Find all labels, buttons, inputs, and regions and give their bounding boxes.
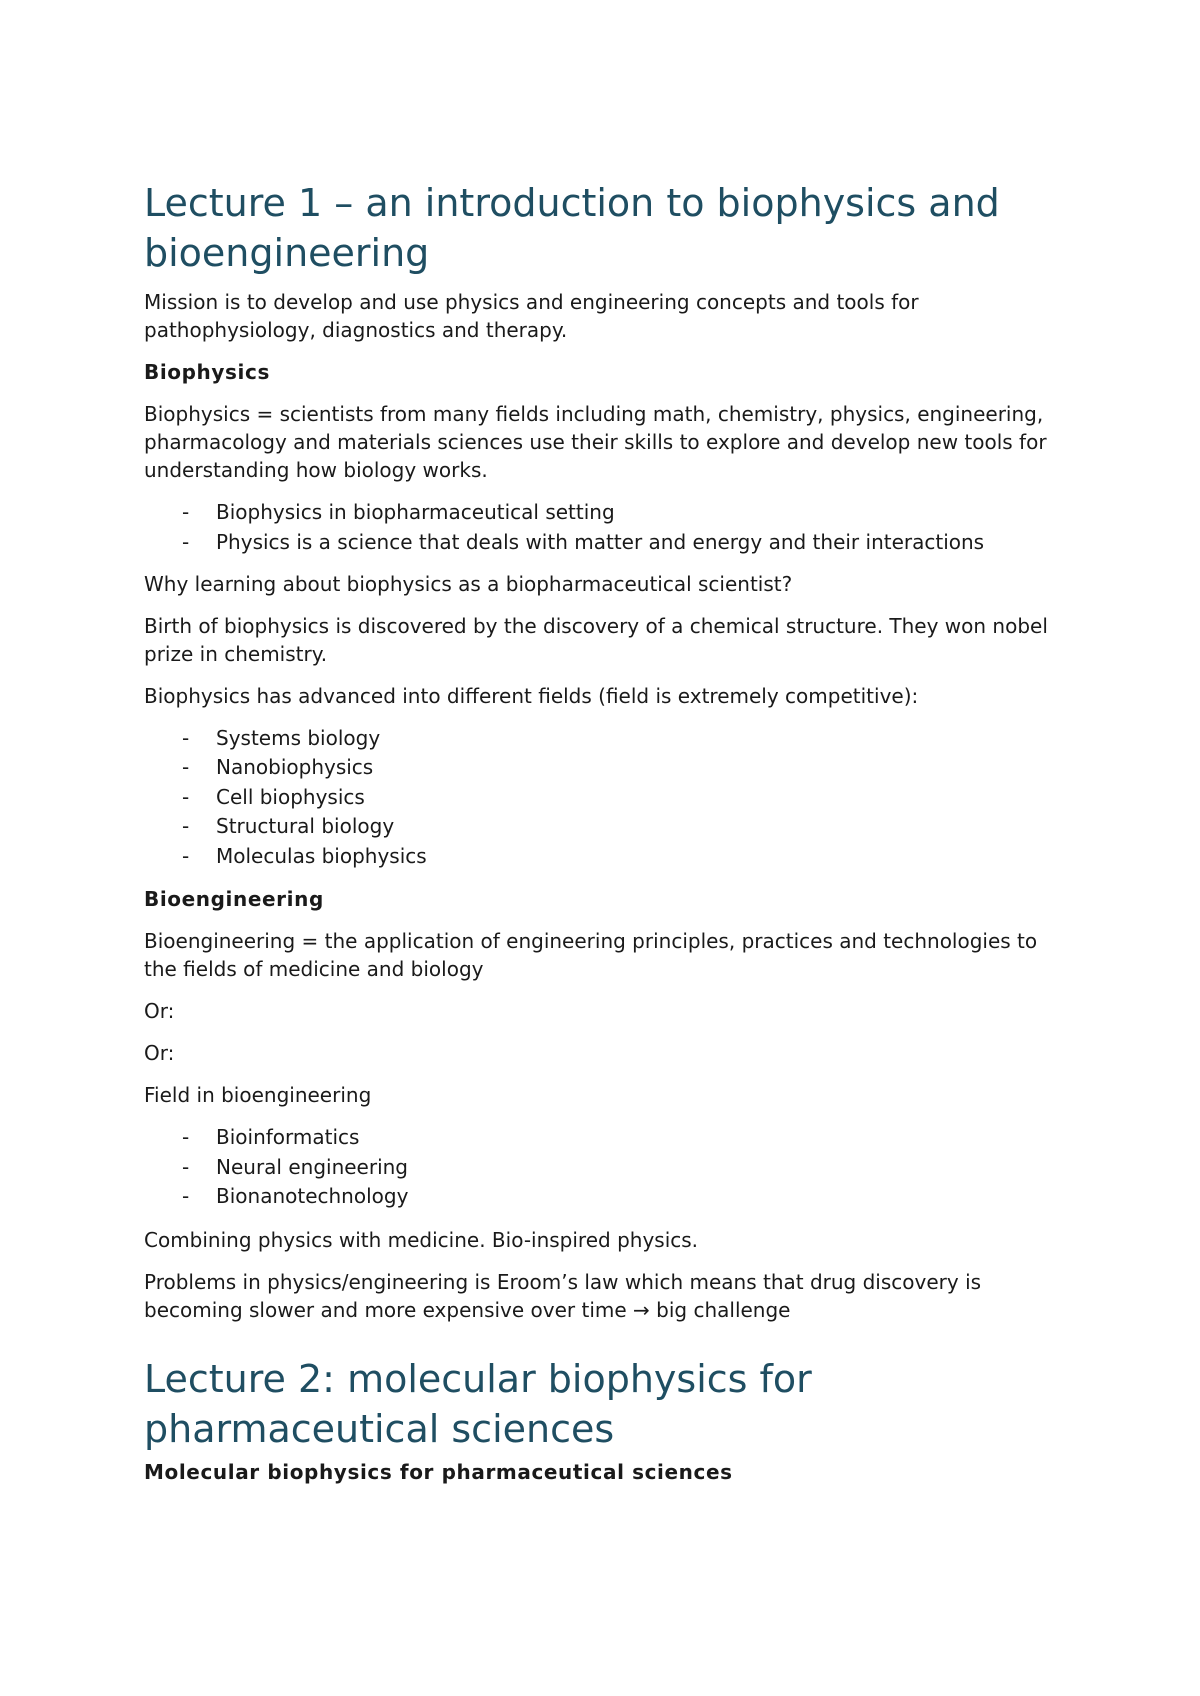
list-item [144, 1153, 1064, 1183]
list-item-text: Systems biology [216, 725, 381, 750]
or-line-2: Or: [144, 1041, 175, 1065]
advanced-paragraph: Biophysics has advanced into different fields (field is extremely competitive): [144, 683, 919, 708]
bioengineering-heading: Bioengineering [144, 887, 324, 911]
list-item [144, 842, 1064, 872]
list-item [144, 724, 1064, 754]
bullet-dash: - [182, 500, 190, 524]
bullet-dash: - [182, 1184, 190, 1208]
list-item [144, 528, 1064, 556]
lecture-2-title: Lecture 2: molecular biophysics for pharmaceutical sciences [144, 1356, 812, 1451]
bullet-dash: - [182, 725, 190, 750]
bullet-dash: - [182, 843, 190, 868]
problems-paragraph: Problems in physics/engineering is Eroom’s law which means that drug discovery is becoming slower and more expensive over time → big challenge [144, 1269, 982, 1322]
bullet-dash: - [182, 814, 190, 838]
list-item-text: Neural engineering [216, 1154, 409, 1179]
list-item-text: Bionanotechnology [216, 1184, 409, 1208]
list-item [144, 1182, 1064, 1212]
or-line-1: Or: [144, 999, 175, 1023]
list-item [144, 753, 1064, 783]
list-item-text: Moleculas biophysics [216, 843, 427, 868]
bioengineering-fields-list [144, 1123, 1064, 1212]
lecture-1-title: Lecture 1 – an introduction to biophysics and bioengineering [144, 181, 1000, 275]
list-item [144, 783, 1064, 813]
biophysics-fields-list [144, 724, 1064, 872]
list-item-text: Biophysics in biopharmaceutical setting [216, 500, 615, 524]
bullet-dash: - [182, 529, 190, 554]
biophysics-heading: Biophysics [144, 360, 270, 384]
bullet-dash: - [182, 755, 190, 779]
biophysics-definition: Biophysics = scientists from many fields including math, chemistry, physics, engineering, pharmacology and materials sciences use their skills to explore and develop new tools for understanding how biology works. [144, 402, 1047, 482]
bullet-dash: - [182, 1154, 190, 1179]
list-item-text: Bioinformatics [216, 1125, 360, 1149]
list-item-text: Physics is a science that deals with matter and energy and their interactions [216, 529, 985, 554]
mission-statement: Mission is to develop and use physics and engineering concepts and tools for pathophysiology, diagnostics and therapy. [144, 290, 919, 342]
list-item-text: Nanobiophysics [216, 755, 374, 779]
list-item-text: Structural biology [216, 814, 395, 838]
combining-paragraph: Combining physics with medicine. Bio-inspired physics. [144, 1227, 699, 1252]
bullet-dash: - [182, 1125, 190, 1149]
list-item-text: Cell biophysics [216, 784, 365, 809]
field-in-bioengineering: Field in bioengineering [144, 1083, 372, 1107]
document-page [144, 178, 1064, 1486]
bullet-dash: - [182, 784, 190, 809]
bioengineering-definition: Bioengineering = the application of engineering principles, practices and technologies to the fields of medicine and biology [144, 929, 1038, 981]
birth-paragraph: Birth of biophysics is discovered by the discovery of a chemical structure. They won nobel prize in chemistry. [144, 613, 1048, 666]
biophysics-bullet-list [144, 498, 1064, 556]
lecture-2-subheading: Molecular biophysics for pharmaceutical sciences [144, 1459, 733, 1484]
why-question: Why learning about biophysics as a biopharmaceutical scientist? [144, 571, 793, 596]
list-item [144, 498, 1064, 528]
list-item [144, 812, 1064, 842]
list-item [144, 1123, 1064, 1153]
